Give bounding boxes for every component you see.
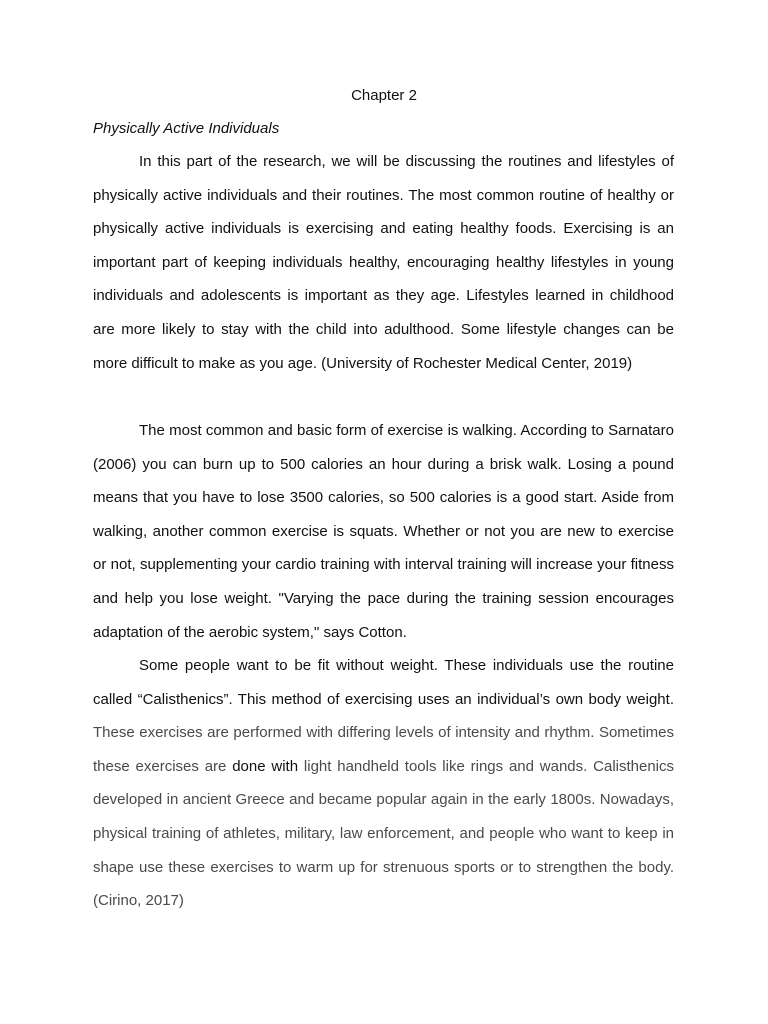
paragraph-3-text-c: done with	[232, 757, 299, 775]
chapter-title: Chapter 2	[351, 87, 417, 104]
section-heading: Physically Active Individuals	[93, 120, 280, 137]
paragraph-3	[93, 649, 674, 918]
paragraph-3-text-d: light handheld tools like rings and wands. Calisthenics developed in ancient Greece and became popular again in the early 1800s. Nowadays, physical training of athletes, military, law enforcement, and people who want to keep in shape use these exercises to warm up for strenuous sports or to strengthen the body. (Cirino, 2017)	[93, 757, 675, 910]
paragraph-2: The most common and basic form of exercise is walking. According to Sarnataro (2006) you can burn up to 500 calories an hour during a brisk walk. Losing a pound means that you have to lose 3500 calories, so 500 calories is a good start. Aside from walking, another common exercise is squats. Whether or not you are new to exercise or not, supplementing your cardio training with interval training will increase your fitness and help you lose weight. "Varying the pace during the training session encourages adaptation of the aerobic system," says Cotton.	[93, 422, 674, 641]
paragraph-3-text-b: These exercises are performed with differing levels of intensity and rhythm. Sometimes these exercises are	[93, 724, 674, 775]
paragraph-1: In this part of the research, we will be discussing the routines and lifestyles of physically active individuals and their routines. The most common routine of healthy or physically active individuals is exercising and eating healthy foods. Exercising is an important part of keeping individuals healthy, encouraging healthy lifestyles in young individuals and adolescents is important as they age. Lifestyles learned in childhood are more likely to stay with the child into adulthood. Some lifestyle changes can be more difficult to make as you age. (University of Rochester Medical Center, 2019)	[93, 153, 674, 372]
paragraph-3-text-a: Some people want to be fit without weight. These individuals use the routine called “Calisthenics”. This method of exercising uses an individual’s own body weight.	[93, 657, 674, 708]
